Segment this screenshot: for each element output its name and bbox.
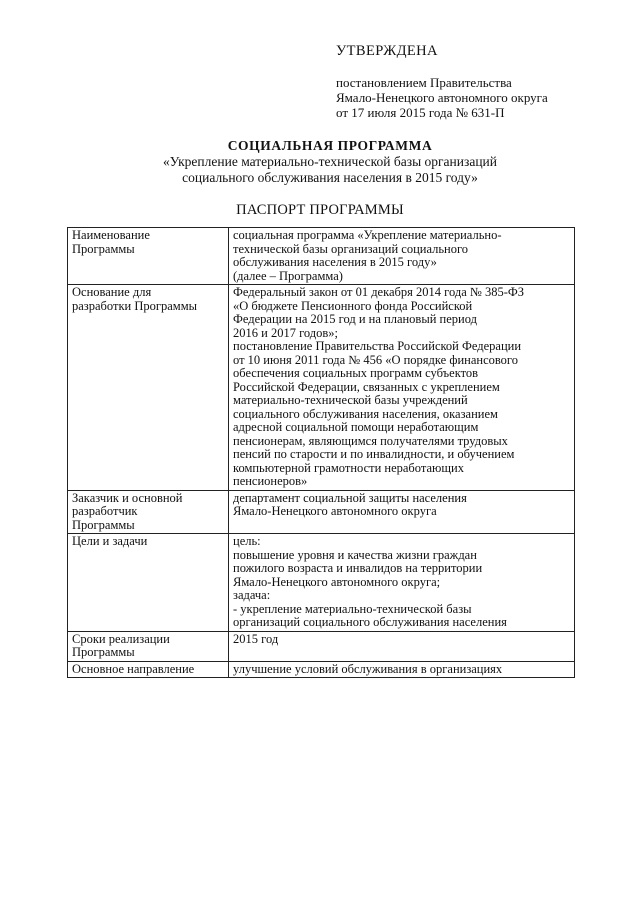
program-subtitle-line: социального обслуживания населения в 2015 году»: [182, 170, 478, 185]
row-value-line: компьютерной грамотности неработающих: [233, 460, 464, 475]
row-value-line: Российской Федерации, связанных с укреплением: [233, 379, 500, 394]
row-label-line: Программы: [72, 241, 135, 256]
passport-heading: ПАСПОРТ ПРОГРАММЫ: [236, 202, 404, 218]
approval-line: от 17 июля 2015 года № 631-П: [336, 105, 505, 120]
table-row: [68, 228, 575, 285]
row-value-line: материально-технической базы учреждений: [233, 393, 468, 407]
row-value-line: от 10 июня 2011 года № 456 «О порядке финансового: [233, 352, 518, 367]
row-value-line: Федерации на 2015 год и на плановый период: [233, 312, 477, 326]
table-row: [68, 631, 575, 661]
row-value-line: повышение уровня и качества жизни граждан: [233, 547, 477, 562]
table-row: [68, 490, 575, 534]
row-value-line: улучшение условий обслуживания в организациях: [233, 661, 503, 676]
row-value-line: Федеральный закон от 01 декабря 2014 года № 385-ФЗ: [233, 285, 524, 299]
row-value-cell: [229, 285, 575, 491]
row-label-line: Программы: [72, 517, 135, 532]
table-row: [68, 534, 575, 632]
row-label-cell: [68, 285, 229, 491]
row-value-line: цель:: [233, 534, 261, 548]
row-value-line: 2015 год: [233, 631, 279, 646]
row-label-cell: [68, 228, 229, 285]
row-value-line: адресной социальной помощи неработающим: [233, 420, 479, 434]
row-value-line: пенсионеров»: [233, 474, 308, 488]
row-value-cell: [229, 490, 575, 534]
row-value-line: Ямало-Ненецкого автономного округа;: [233, 574, 441, 589]
row-value-line: (далее – Программа): [233, 268, 343, 283]
program-subtitle-line: «Укрепление материально-технической базы организаций: [163, 154, 497, 169]
row-label-line: Заказчик и основной: [72, 490, 183, 505]
row-label-line: Основание для: [72, 285, 152, 299]
row-label-cell: [68, 534, 229, 632]
row-value-line: пожилого возраста и инвалидов на территории: [233, 561, 483, 575]
row-value-line: социального обслуживания населения, оказанием: [233, 406, 498, 421]
row-label-cell: [68, 661, 229, 678]
row-value-line: - укрепление материально-технической базы: [233, 601, 472, 616]
passport-table: [67, 227, 575, 678]
row-value-line: постановление Правительства Российской Федерации: [233, 339, 522, 353]
row-value-line: обеспечения социальных программ субъектов: [233, 366, 479, 380]
row-value-line: задача:: [233, 588, 271, 602]
approval-stamp: [336, 44, 616, 120]
row-label-line: Сроки реализации: [72, 631, 170, 646]
row-value-line: пенсий по старости и по инвалидности, и обучением: [233, 447, 515, 461]
approval-line: Ямало-Ненецкого автономного округа: [336, 90, 548, 105]
row-value-cell: [229, 631, 575, 661]
row-label-line: Наименование: [72, 228, 150, 242]
row-value-line: департамент социальной защиты населения: [233, 490, 467, 505]
row-label-cell: [68, 631, 229, 661]
row-value-line: «О бюджете Пенсионного фонда Российской: [233, 298, 473, 313]
row-value-cell: [229, 534, 575, 632]
passport-table-body: [68, 228, 575, 678]
row-value-line: 2016 и 2017 годов»;: [233, 325, 339, 340]
table-row: [68, 661, 575, 678]
row-label-line: разработки Программы: [72, 298, 197, 313]
row-value-line: пенсионерам, являющимся получателями трудовых: [233, 433, 508, 448]
row-value-line: организаций социального обслуживания населения: [233, 615, 507, 629]
approval-line: постановлением Правительства: [336, 75, 512, 90]
row-label-line: Цели и задачи: [72, 534, 148, 548]
table-row: [68, 285, 575, 491]
row-value-line: технической базы организаций социального: [233, 241, 469, 256]
row-label-cell: [68, 490, 229, 534]
row-value-cell: [229, 661, 575, 678]
row-value-line: социальная программа «Укрепление материально-: [233, 228, 502, 242]
row-label-line: Программы: [72, 645, 135, 659]
approved-label: УТВЕРЖДЕНА: [336, 43, 438, 59]
row-value-line: обслуживания населения в 2015 году»: [233, 255, 437, 269]
program-title: СОЦИАЛЬНАЯ ПРОГРАММА: [227, 138, 433, 153]
row-value-cell: [229, 228, 575, 285]
row-label-line: разработчик: [72, 504, 138, 518]
row-value-line: Ямало-Ненецкого автономного округа: [233, 504, 437, 518]
row-label-line: Основное направление: [72, 661, 195, 676]
program-title-block: [60, 138, 600, 186]
